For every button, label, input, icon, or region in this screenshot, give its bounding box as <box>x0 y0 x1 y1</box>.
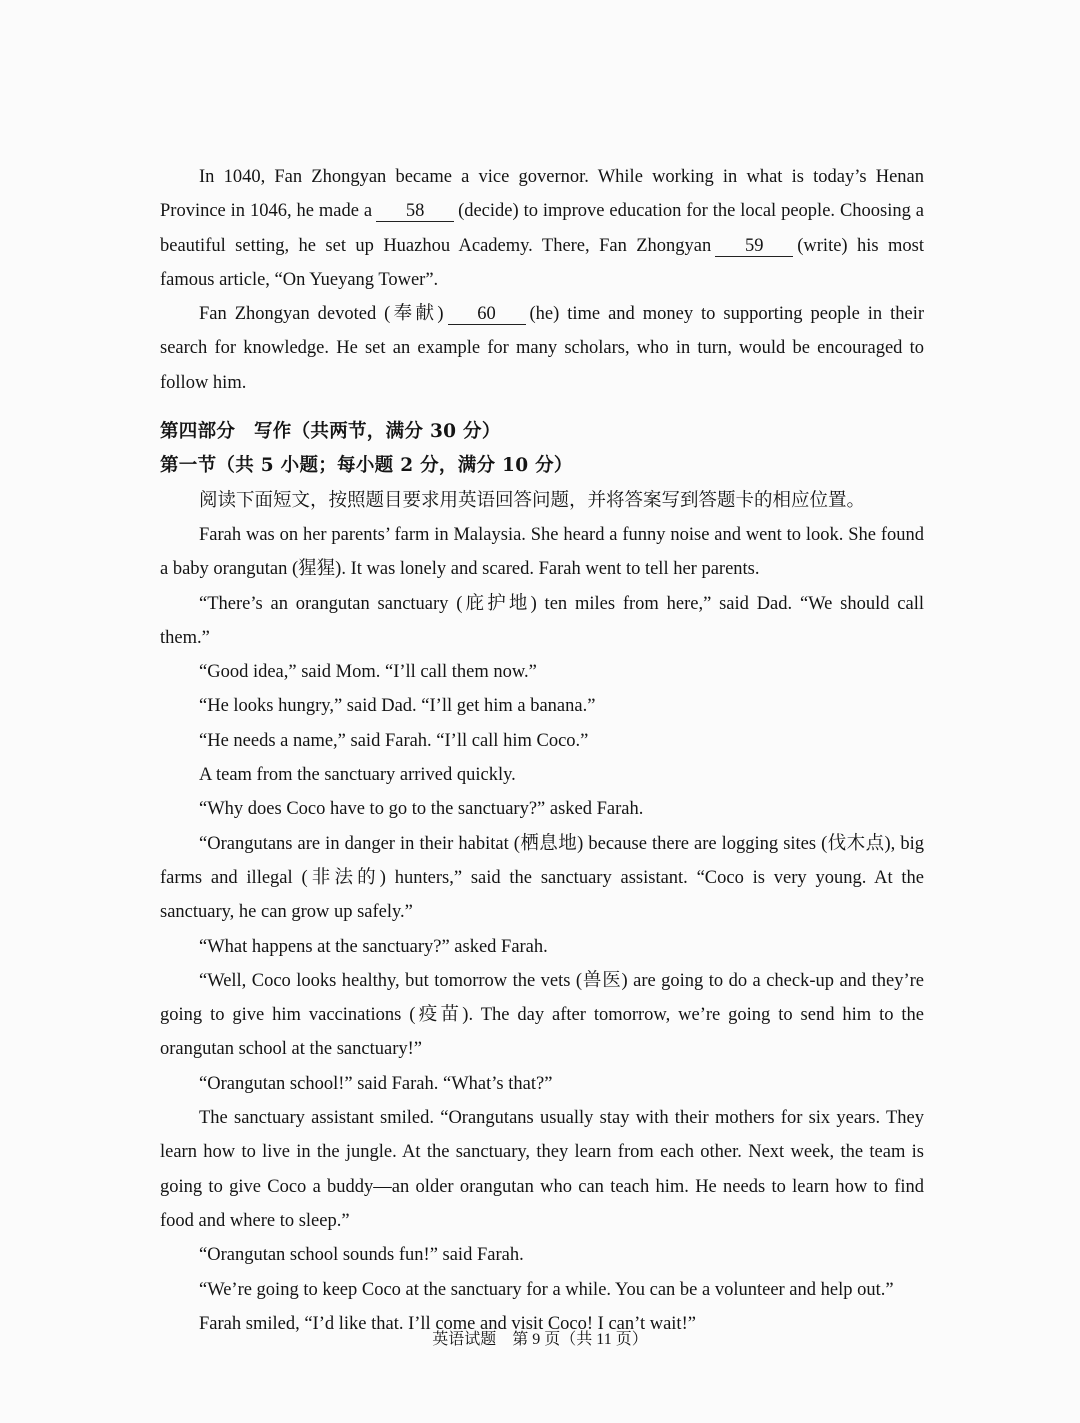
story-paragraph: A team from the sanctuary arrived quickly. <box>199 765 516 786</box>
story-paragraph: The sanctuary assistant smiled. “Orangutans usually stay with their mothers for six years. They learn how to live in the jungle. At the sanctuary, they learn from each other. Next week, the team is going to give Coco a buddy—an older orangutan who can teach him. He needs to learn how to find food and where to sleep.” <box>160 1108 924 1231</box>
story-paragraph: “Good idea,” said Mom. “I’ll call them now.” <box>199 662 537 683</box>
story-paragraph: “Orangutans are in danger in their habitat (栖息地) because there are logging sites (伐木点), big farms and illegal (非法的) hunters,” said the sanctuary assistant. “Coco is very young. At the sanctuary, he can grow up safely.” <box>160 833 924 923</box>
passage-paragraph-1: In 1040, Fan Zhongyan became a vice governor. While working in what is today’s Henan Province in 1046, he made a 58 (decide) to improve education for the local people. Choosing a beautiful setting, he set up Huazhou Academy. There, Fan Zhongyan 59 (write) his most famous article, “On Yueyang Tower”. <box>160 167 924 290</box>
story-paragraph: “What happens at the sanctuary?” asked Farah. <box>199 936 548 957</box>
exam-page-body <box>160 160 924 1341</box>
blank-60: 60 <box>448 304 526 325</box>
story-paragraph: Farah smiled, “I’d like that. I’ll come and visit Coco! I can’t wait!” <box>199 1313 696 1334</box>
story-paragraph: “He looks hungry,” said Dad. “I’ll get him a banana.” <box>199 696 596 717</box>
subsection-title: 第一节（共 5 小题；每小题 2 分，满分 10 分） <box>160 455 573 477</box>
instruction-text: 阅读下面短文，按照题目要求用英语回答问题，并将答案写到答题卡的相应位置。 <box>199 490 866 511</box>
story-paragraph: “Orangutan school!” said Farah. “What’s that?” <box>199 1073 553 1094</box>
part-title: 第四部分 写作（共两节，满分 30 分） <box>160 421 501 443</box>
story-paragraph: “We’re going to keep Coco at the sanctuary for a while. You can be a volunteer and help out.” <box>199 1279 894 1300</box>
page-footer: 英语试题 第 9 页（共 11 页） <box>432 1331 648 1348</box>
blank-58: 58 <box>376 201 454 222</box>
story-paragraph: “Orangutan school sounds fun!” said Farah. <box>199 1245 524 1266</box>
passage-paragraph-2: Fan Zhongyan devoted (奉献) 60 (he) time and money to supporting people in their search for knowledge. He set an example for many scholars, who in turn, would be encouraged to follow him. <box>160 304 924 393</box>
story-paragraph: “Well, Coco looks healthy, but tomorrow the vets (兽医) are going to do a check-up and they’re going to give him vaccinations (疫苗). The day after tomorrow, we’re going to send him to the orangutan school at the sanctuary!” <box>160 970 924 1060</box>
story-paragraph: Farah was on her parents’ farm in Malaysia. She heard a funny noise and went to look. She found a baby orangutan (猩猩). It was lonely and scared. Farah went to tell her parents. <box>160 524 924 580</box>
story-paragraph: “Why does Coco have to go to the sanctuary?” asked Farah. <box>199 799 644 820</box>
blank-59: 59 <box>715 236 793 257</box>
story-paragraph: “There’s an orangutan sanctuary (庇护地) ten miles from here,” said Dad. “We should call them.” <box>160 593 924 648</box>
story-paragraph: “He needs a name,” said Farah. “I’ll call him Coco.” <box>199 730 589 751</box>
